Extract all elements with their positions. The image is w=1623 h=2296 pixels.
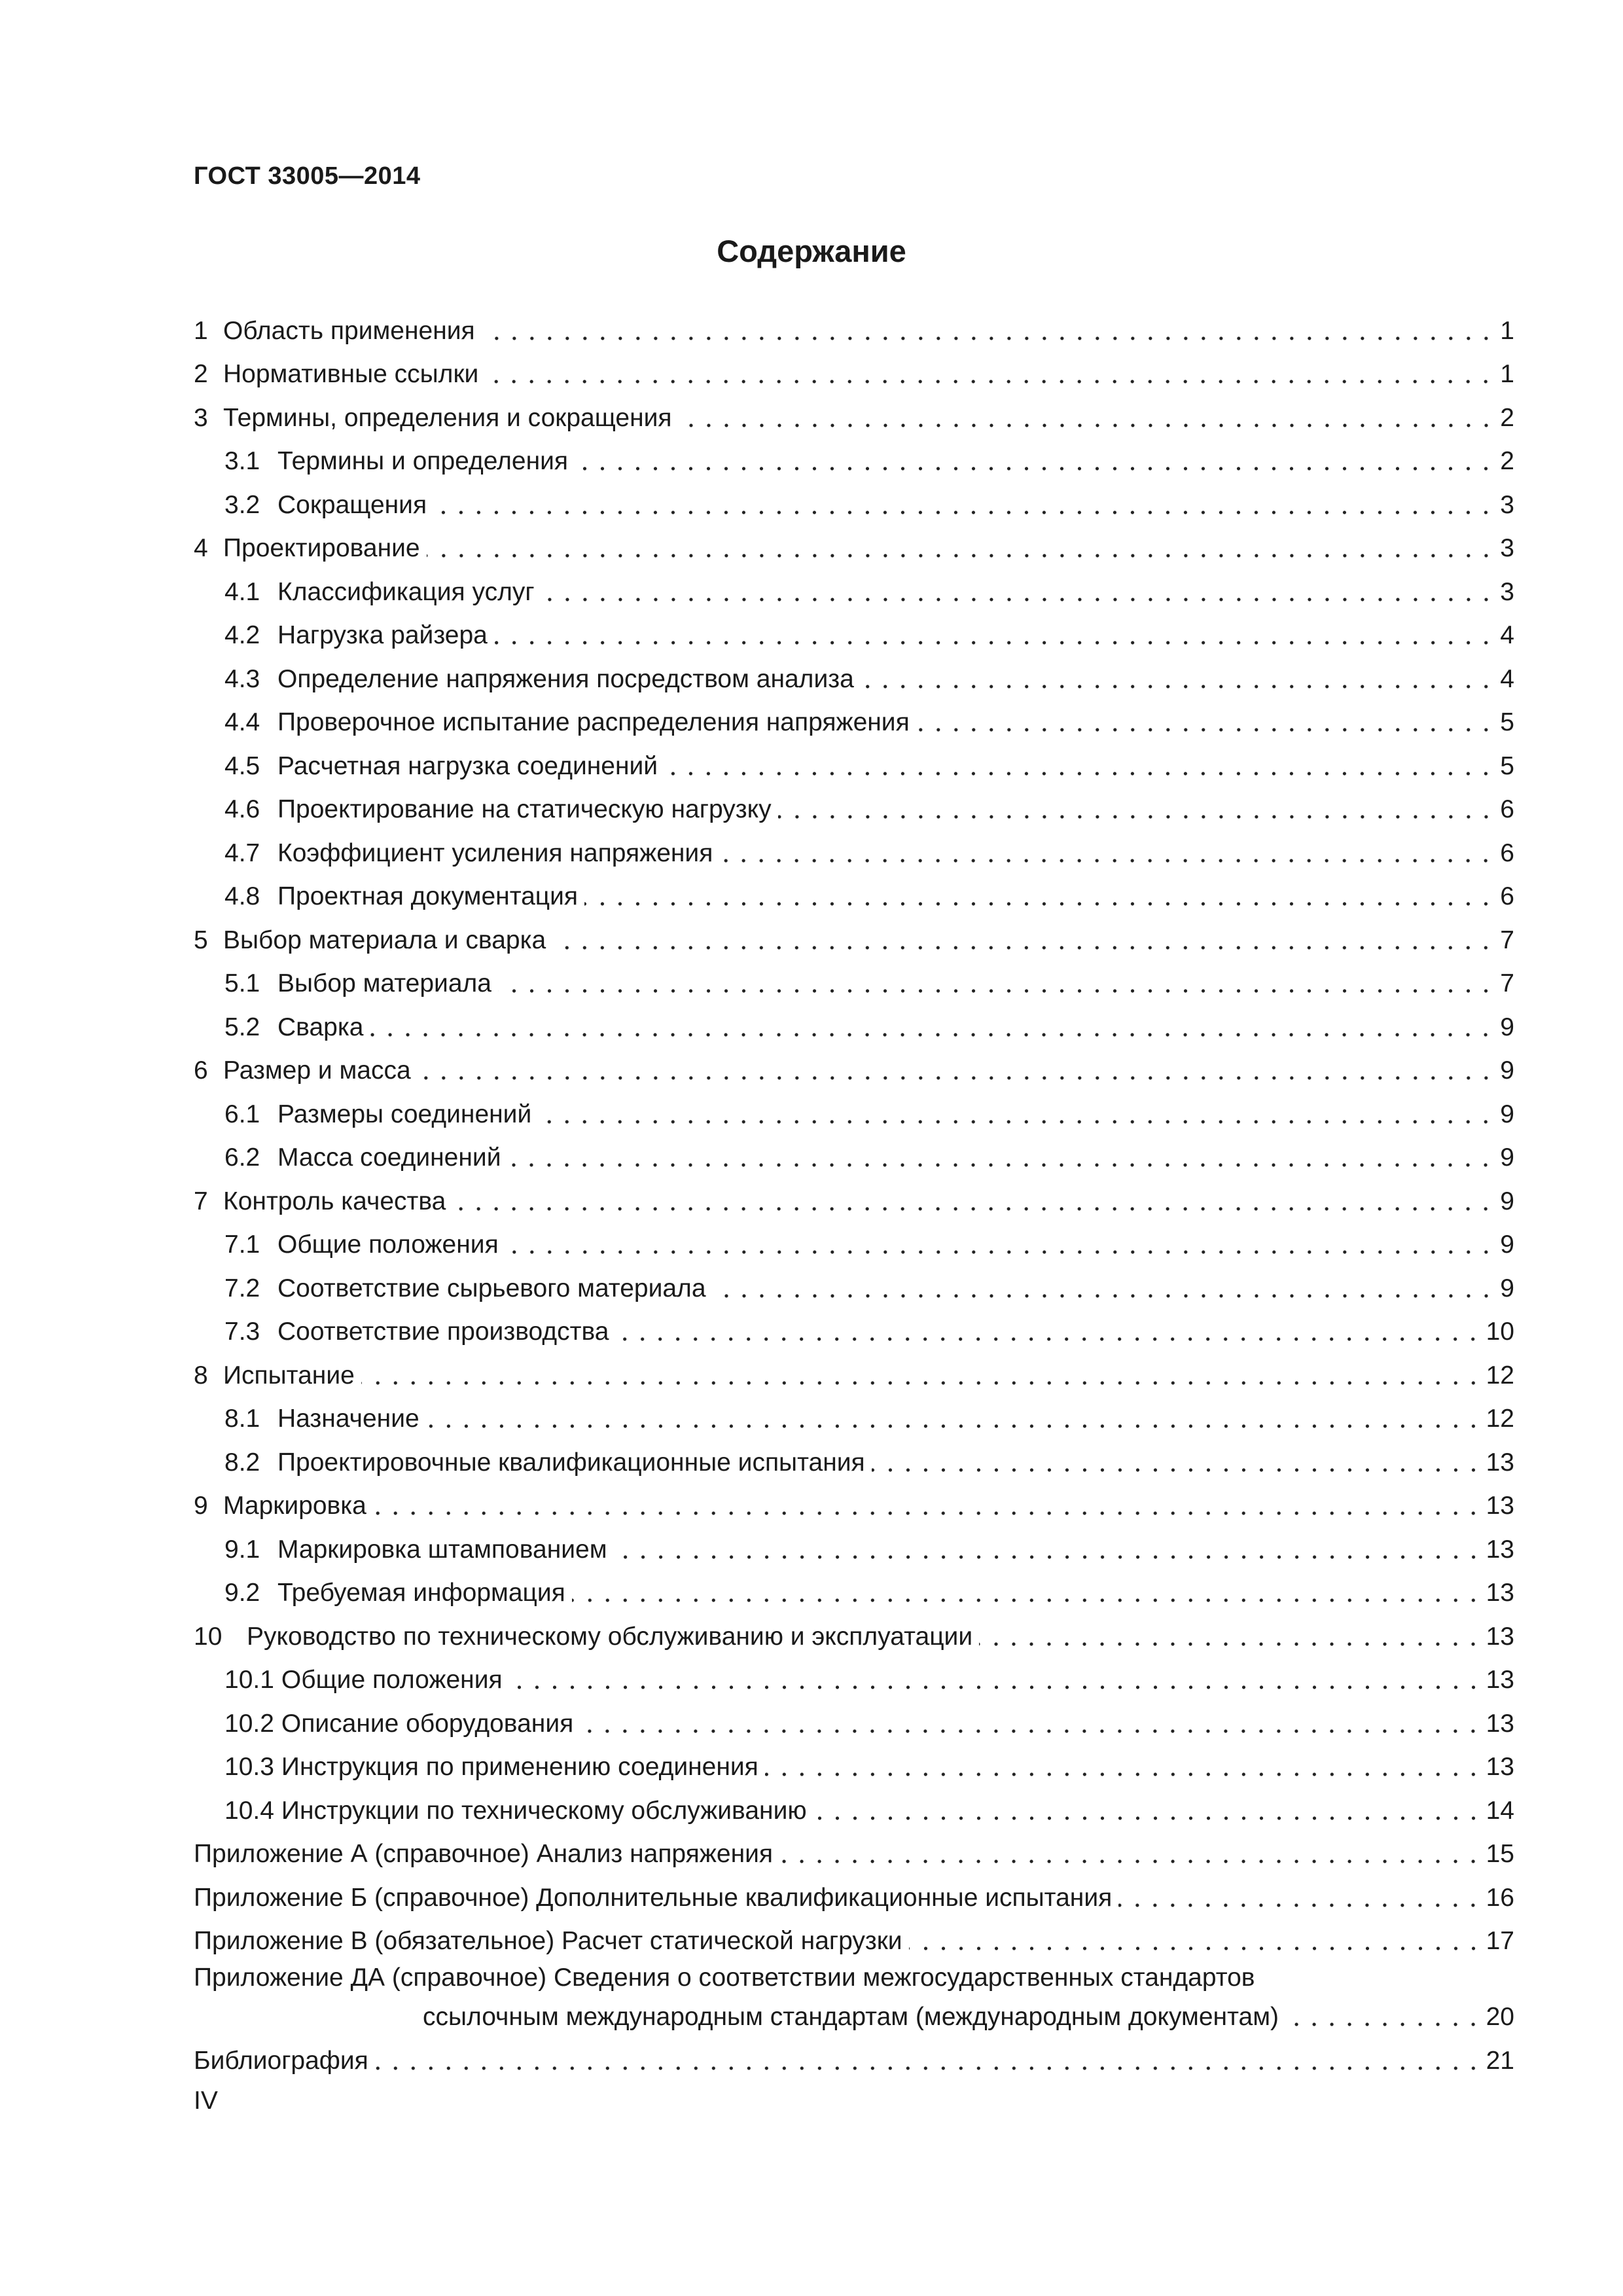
dot-leader [418,1076,1495,1080]
toc-list [194,302,1514,2076]
dot-leader [614,1555,1482,1559]
toc-entry-number: 10.4 [224,1796,274,1825]
toc-entry[interactable] [194,694,1514,738]
dot-leader [572,1598,1482,1602]
toc-entry-number: 4.7 [224,838,260,867]
dot-leader [872,1468,1482,1472]
toc-entry[interactable] [194,1956,1514,2032]
toc-entry-number: 2 [194,360,208,388]
toc-entry-page: 9 [1500,1056,1514,1085]
toc-entry-page: 9 [1500,1143,1514,1172]
dot-leader [584,902,1495,906]
toc-entry-label: Нагрузка райзера [277,621,488,649]
toc-entry[interactable] [194,1521,1514,1565]
toc-entry-page: 13 [1486,1622,1514,1651]
toc-entry-label: Область применения [223,316,475,345]
toc-entry[interactable] [194,1434,1514,1478]
toc-entry-number: 8.2 [224,1448,260,1477]
toc-entry-number: 5.2 [224,1013,260,1041]
toc-entry[interactable] [194,1826,1514,1870]
dot-leader [482,336,1495,340]
toc-entry-label: Соответствие производства [277,1318,609,1346]
toc-entry-page: 12 [1486,1405,1514,1433]
page-number: IV [194,2087,218,2115]
dot-leader [1118,1903,1482,1907]
toc-entry-label: Маркировка [223,1492,366,1520]
toc-entry-page: 12 [1486,1361,1514,1390]
dot-leader [861,685,1495,689]
dot-leader [494,641,1495,645]
toc-entry[interactable] [194,1043,1514,1086]
toc-entry-label: Проверочное испытание распределения напряжения [277,708,910,736]
dot-leader [373,1511,1482,1515]
dot-leader [538,1120,1495,1124]
toc-entry-label: Библиография [194,2046,368,2075]
dot-leader [779,1859,1482,1863]
toc-entry-label: Термины и определения [277,447,569,475]
toc-entry-line [194,1956,1514,1993]
toc-entry-page: 15 [1486,1840,1514,1868]
toc-entry-number: 5.1 [224,969,260,997]
toc-entry[interactable] [194,520,1514,564]
dot-leader [979,1642,1482,1646]
toc-entry[interactable] [194,1217,1514,1261]
toc-entry[interactable] [194,1913,1514,1957]
toc-entry-page: 9 [1500,1274,1514,1302]
toc-entry[interactable] [194,1347,1514,1391]
toc-entry-label: Испытание [223,1361,355,1390]
toc-entry-label: Масса соединений [277,1143,501,1172]
toc-entry-label: Руководство по техническому обслуживанию и эксплуатации [247,1622,973,1651]
toc-entry-page: 3 [1500,490,1514,519]
toc-entry-number: 7.2 [224,1274,260,1302]
toc-entry-label: Проектировочные квалификационные испытания [277,1448,865,1477]
toc-entry-label: Приложение Б (справочное) Дополнительные квалификационные испытания [194,1883,1113,1912]
toc-entry[interactable] [194,825,1514,869]
toc-entry-label: Проектная документация [277,882,579,910]
toc-entry-label: Сокращения [277,490,427,519]
dot-leader [505,1250,1495,1254]
toc-entry-number: 3.2 [224,490,260,519]
toc-entry-number: 1 [194,316,208,345]
toc-entry-number: 6.2 [224,1143,260,1172]
toc-entry-page: 13 [1486,1448,1514,1477]
toc-entry-page: 13 [1486,1753,1514,1781]
toc-entry-page: 16 [1486,1883,1514,1912]
toc-entry-page: 6 [1500,795,1514,823]
document-code: ГОСТ 33005—2014 [194,162,421,190]
toc-entry-label: Нормативные ссылки [223,360,479,388]
toc-entry-page: 2 [1500,447,1514,475]
toc-entry-number: 9 [194,1492,208,1520]
dot-leader [361,1381,1482,1385]
toc-entry-page: 4 [1500,621,1514,649]
toc-entry-number: 3.1 [224,447,260,475]
toc-entry[interactable] [194,1391,1514,1435]
dot-leader [485,380,1495,384]
toc-entry-number: 8 [194,1361,208,1390]
toc-entry-label: Размеры соединений [277,1100,532,1128]
toc-entry-page: 13 [1486,1666,1514,1694]
toc-entry-page: 5 [1500,708,1514,736]
toc-entry[interactable] [194,1608,1514,1652]
toc-entry-number: 6.1 [224,1100,260,1128]
toc-entry-number: 10.2 [224,1709,274,1738]
toc-entry-page: 20 [1486,2003,1514,2031]
dot-leader [615,1337,1482,1341]
dot-leader [541,598,1495,601]
dot-leader [1285,2022,1482,2026]
toc-entry-page: 1 [1500,316,1514,345]
toc-entry[interactable] [194,476,1514,520]
toc-entry-number: 4.6 [224,795,260,823]
toc-entry[interactable] [194,1565,1514,1609]
toc-entry[interactable] [194,1130,1514,1174]
toc-entry-line [194,1993,1514,2032]
toc-entry[interactable] [194,1478,1514,1522]
toc-entry-page: 4 [1500,664,1514,693]
toc-entry[interactable] [194,956,1514,999]
toc-entry-label: Требуемая информация [277,1579,565,1607]
dot-leader [909,1946,1482,1950]
dot-leader [498,989,1495,993]
toc-entry-label: Приложение В (обязательное) Расчет статической нагрузки [194,1927,902,1955]
toc-entry-label: Назначение [277,1405,419,1433]
toc-entry-page: 3 [1500,577,1514,606]
toc-entry[interactable] [194,1086,1514,1130]
toc-entry[interactable] [194,999,1514,1043]
toc-entry[interactable] [194,869,1514,912]
toc-entry-label: Выбор материала и сварка [223,925,546,954]
toc-entry-label: Контроль качества [223,1187,446,1215]
toc-entry-page: 9 [1500,1187,1514,1215]
toc-entry-number: 4.2 [224,621,260,649]
toc-entry-label: Описание оборудования [281,1709,574,1738]
toc-entry-page: 6 [1500,882,1514,910]
dot-leader [370,1033,1495,1037]
toc-entry-label: Коэффициент усиления напряжения [277,838,713,867]
dot-leader [778,815,1495,819]
toc-entry-number: 5 [194,925,208,954]
toc-entry-label: Термины, определения и сокращения [223,403,672,432]
toc-entry-label: Маркировка штампованием [277,1535,607,1564]
toc-entry[interactable] [194,2032,1514,2076]
dot-leader [433,511,1495,514]
toc-entry-label: Приложение ДА (справочное) Сведения о соответствии межгосударственных стандартов [194,1964,1255,1992]
toc-entry-page: 9 [1500,1013,1514,1041]
dot-leader [575,467,1495,471]
dot-leader [375,2066,1482,2070]
toc-entry-page: 3 [1500,534,1514,562]
dot-leader [765,1772,1482,1776]
toc-entry-page: 14 [1486,1796,1514,1825]
dot-leader [427,554,1495,558]
toc-entry-label: Проектирование [223,534,420,562]
toc-entry-label: Соответствие сырьевого материала [277,1274,706,1302]
dot-leader [713,1294,1495,1298]
toc-entry-number: 7 [194,1187,208,1215]
toc-entry-number: 9.1 [224,1535,260,1564]
toc-entry-number: 4.3 [224,664,260,693]
toc-entry[interactable] [194,389,1514,433]
toc-entry-page: 7 [1500,925,1514,954]
toc-entry-label: Общие положения [277,1230,499,1259]
toc-entry[interactable] [194,781,1514,825]
toc-entry[interactable] [194,651,1514,694]
toc-entry-label: Приложение А (справочное) Анализ напряжения [194,1840,774,1868]
toc-entry-number: 8.1 [224,1405,260,1433]
dot-leader [679,423,1495,427]
toc-entry[interactable] [194,1739,1514,1783]
toc-entry-label: Определение напряжения посредством анализа [277,664,854,693]
toc-entry-number: 9.2 [224,1579,260,1607]
toc-entry-label: Сварка [277,1013,364,1041]
toc-entry-page: 13 [1486,1535,1514,1564]
toc-entry-number: 3 [194,403,208,432]
toc-entry[interactable] [194,607,1514,651]
toc-entry-page: 10 [1486,1318,1514,1346]
toc-entry-page: 13 [1486,1492,1514,1520]
toc-entry-number: 4.1 [224,577,260,606]
toc-entry-page: 9 [1500,1230,1514,1259]
toc-entry-number: 6 [194,1056,208,1085]
dot-leader [664,772,1495,776]
table-of-contents [194,302,1514,2076]
toc-entry-label: Инструкция по применению соединения [281,1753,758,1781]
toc-entry-number: 4.4 [224,708,260,736]
toc-entry-page: 2 [1500,403,1514,432]
toc-entry-label: Инструкции по техническому обслуживанию [281,1796,807,1825]
toc-entry-page: 1 [1500,360,1514,388]
toc-entry-number: 7.3 [224,1318,260,1346]
toc-entry-label: Выбор материала [277,969,491,997]
dot-leader [552,946,1495,950]
dot-leader [916,728,1495,732]
toc-entry-page: 9 [1500,1100,1514,1128]
toc-entry[interactable] [194,1782,1514,1826]
toc-entry-label: Общие положения [281,1666,503,1694]
toc-entry[interactable] [194,302,1514,346]
dot-leader [813,1816,1482,1820]
toc-entry-number: 10 [194,1622,223,1651]
toc-entry-number: 4 [194,534,208,562]
dot-leader [426,1424,1482,1428]
toc-entry[interactable] [194,912,1514,956]
toc-entry[interactable] [194,346,1514,390]
toc-entry[interactable] [194,1260,1514,1304]
toc-entry-number: 10.1 [224,1666,274,1694]
toc-entry[interactable] [194,1869,1514,1913]
toc-entry-label: Размер и масса [223,1056,411,1085]
dot-leader [719,859,1495,863]
toc-entry-page: 17 [1486,1927,1514,1955]
toc-entry-page: 5 [1500,751,1514,780]
toc-entry-page: 13 [1486,1579,1514,1607]
toc-entry-number: 4.5 [224,751,260,780]
toc-entry[interactable] [194,433,1514,477]
dot-leader [507,1163,1495,1167]
toc-entry[interactable] [194,1173,1514,1217]
toc-entry[interactable] [194,564,1514,607]
toc-entry[interactable] [194,1652,1514,1696]
dot-leader [580,1729,1482,1733]
toc-entry-label: Расчетная нагрузка соединений [277,751,658,780]
dot-leader [509,1685,1482,1689]
dot-leader [452,1207,1495,1211]
toc-entry-label: Классификация услуг [277,577,535,606]
toc-entry-label-continued: ссылочным международным стандартам (международным документам) [423,2003,1279,2031]
toc-title: Содержание [717,234,906,268]
toc-entry-page: 7 [1500,969,1514,997]
toc-entry-label: Проектирование на статическую нагрузку [277,795,772,823]
toc-entry-page: 13 [1486,1709,1514,1738]
toc-entry[interactable] [194,1304,1514,1348]
toc-entry-number: 4.8 [224,882,260,910]
toc-entry[interactable] [194,738,1514,781]
toc-entry-page: 6 [1500,838,1514,867]
toc-entry-number: 7.1 [224,1230,260,1259]
toc-entry-page: 21 [1486,2046,1514,2075]
toc-entry[interactable] [194,1695,1514,1739]
toc-entry-number: 10.3 [224,1753,274,1781]
